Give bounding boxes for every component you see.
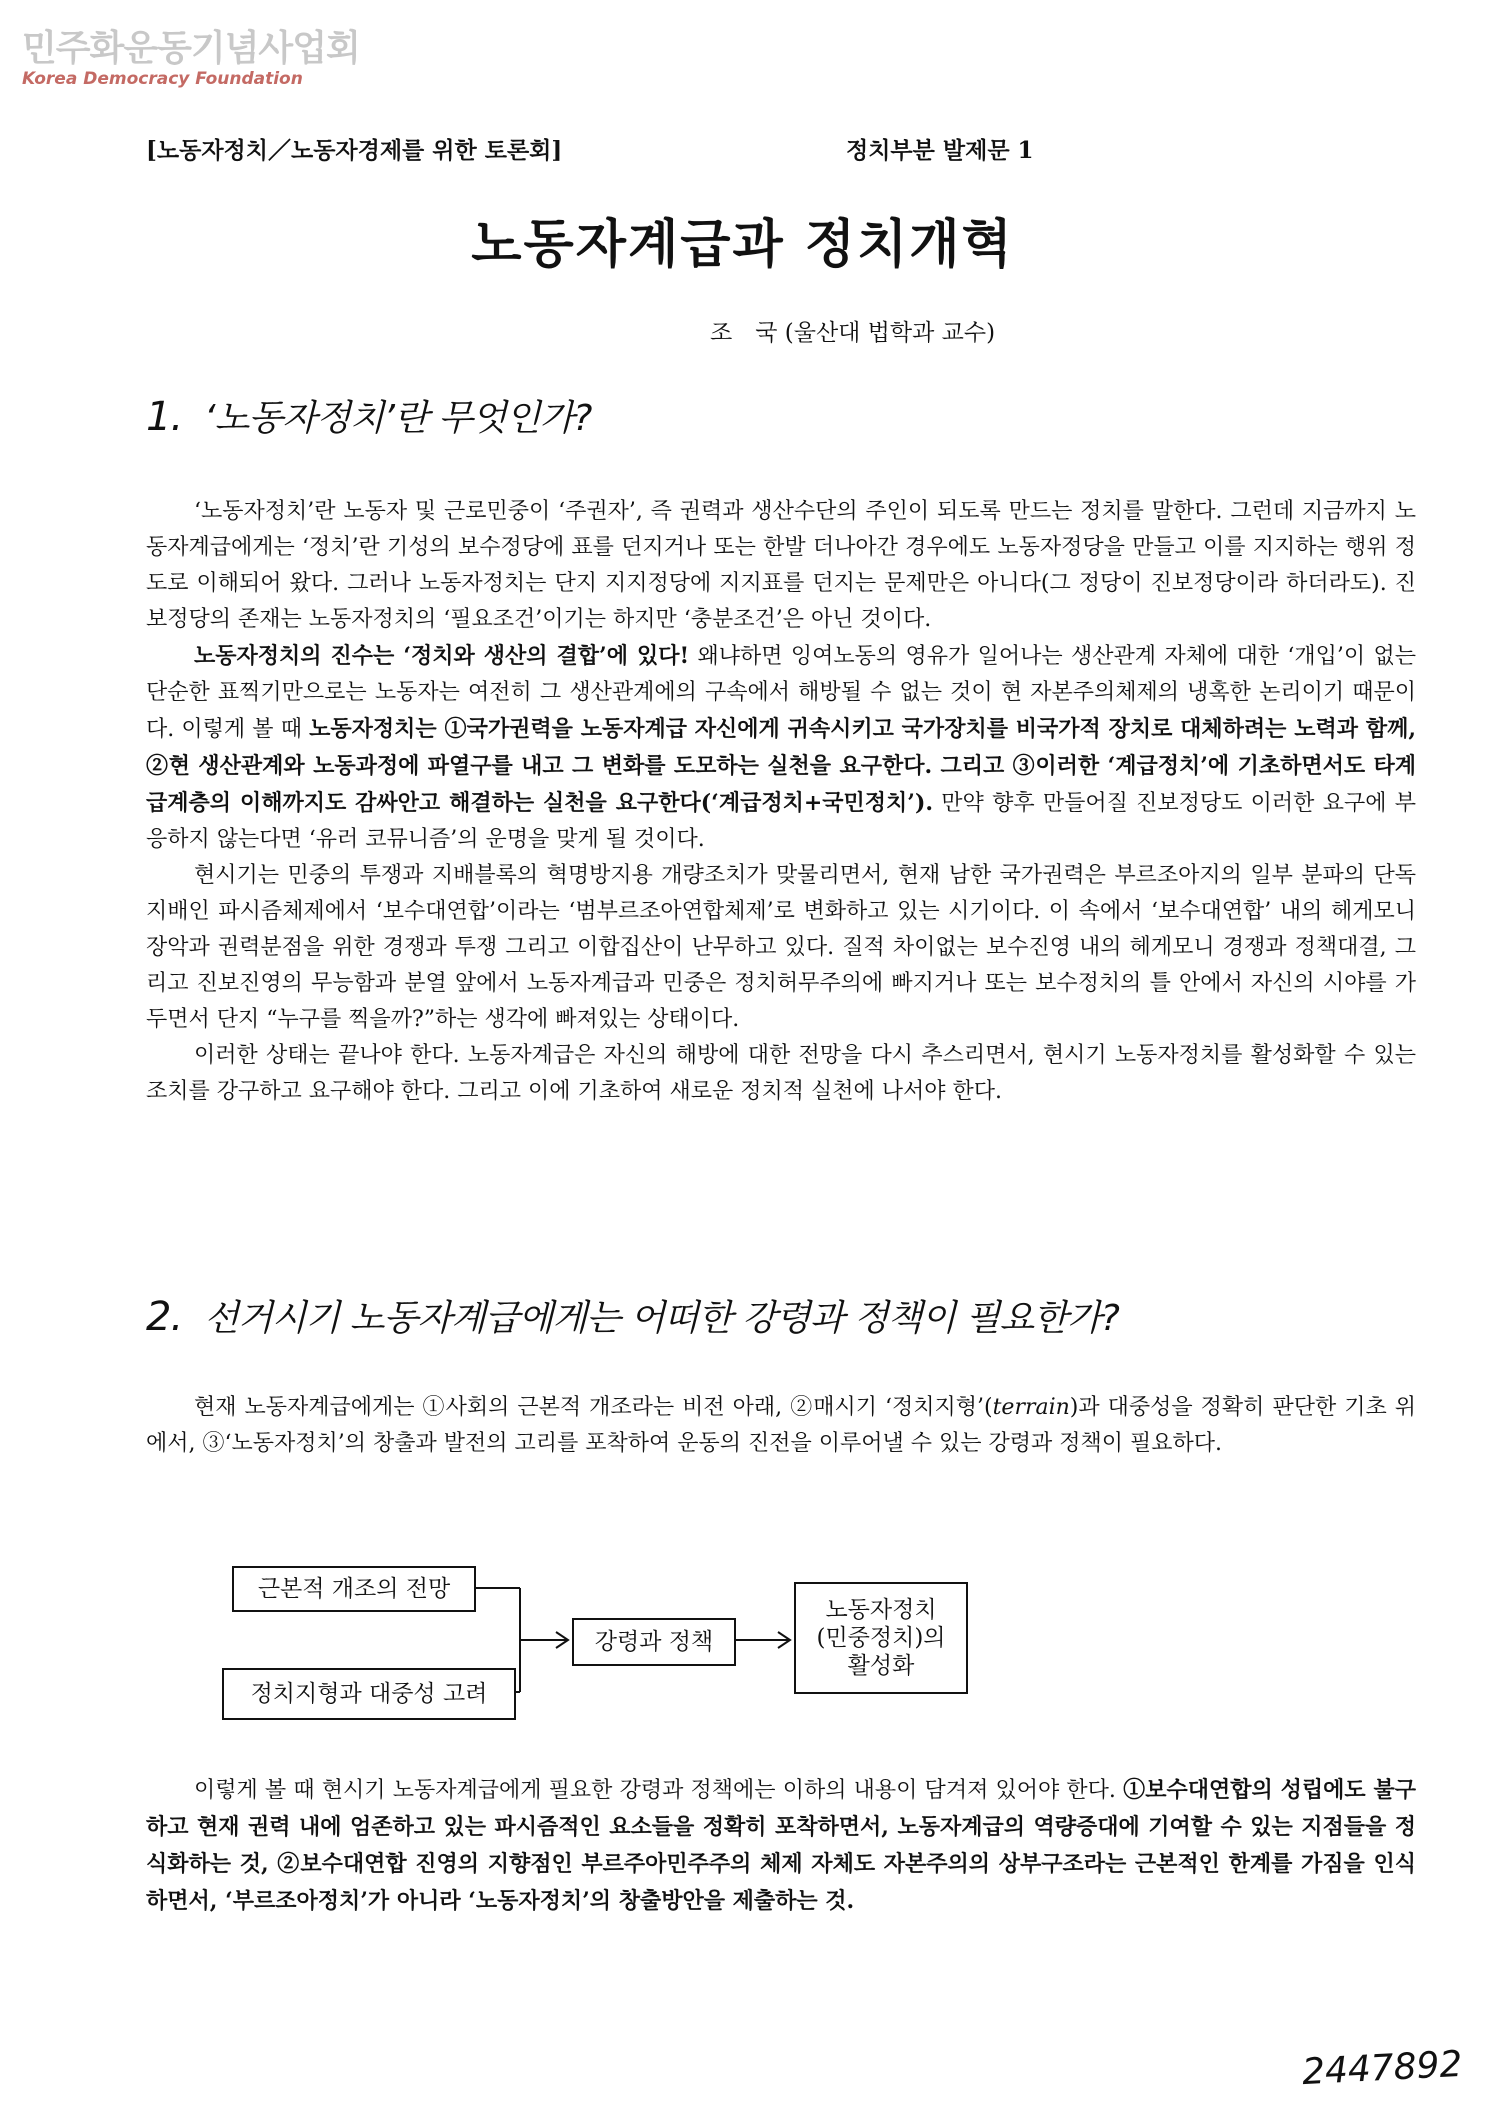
section2-number: 2. (146, 1294, 183, 1340)
section1-paragraph-4: 이러한 상태는 끝나야 한다. 노동자계급은 자신의 해방에 대한 전망을 다시 추스리면서, 현시기 노동자정치를 활성화할 수 있는 조치를 강구하고 요구해야 한다. 그리고 이에 기초하여 새로운 정치적 실천에 나서야 한다. (146, 1043, 1416, 1104)
diagram-box-activation-line: 노동자정치 (825, 1597, 937, 1623)
page-title: 노동자계급과 정치개혁 (471, 215, 1014, 275)
paragraph-text: 현재 노동자계급에게는 ①사회의 근본적 개조라는 비전 아래, ②매시기 ‘정치지형’( (194, 1395, 993, 1420)
diagram-box-activation (794, 1582, 968, 1694)
emphasis-text: ①보수대연합의 성립에도 불구하고 현재 권력 내에 엄존하고 있는 파시즘적인 요소들을 정확히 포착하면서, 노동자계급의 역량증대에 기여할 수 있는 지점들을 정식화하는 것, ②보수대연합 진영의 지향점인 부르주아민주주의 체제 자체도 자본주의의 상부구조라는 근본적인 한계를 가짐을 인식하면서, ‘부르조아정치’가 아니라 ‘노동자정치’의 창출방안을 제출하는 것. (146, 1777, 1416, 1914)
section1-heading-text: ‘노동자정치’란 무엇인가? (204, 398, 592, 439)
header-forum-title: [노동자정치／노동자경제를 위한 토론회] (146, 137, 563, 164)
handwritten-number: 2447892 (1301, 2043, 1464, 2094)
paragraph-text: 만약 향후 만들어질 진보정당도 이러한 요구에 부응하지 않는다면 ‘유러 코뮤니즘’의 운명을 맞게 될 것이다. (146, 791, 1416, 852)
emphasis-text: 노동자정치는 ①국가권력을 노동자계급 자신에게 귀속시키고 국가장치를 비국가적 장치로 대체하려는 노력과 함께, ②현 생산관계와 노동과정에 파열구를 내고 그 변화를 도모하는 실천을 요구한다. 그리고 ③이러한 ‘계급정치’에 기초하면서도 타계급계층의 이해까지도 감싸안고 해결하는 실천을 요구한다(‘계급정치+국민정치’). (146, 716, 1416, 816)
watermark-korean: 민주화운동기념사업회 (22, 28, 360, 69)
author-line: 조 국 (울산대 법학과 교수) (710, 320, 996, 346)
section2-paragraph-2 (146, 1772, 1416, 1920)
section1-paragraph-1: ‘노동자정치’란 노동자 및 근로민중이 ‘주권자’, 즉 권력과 생산수단의 주인이 되도록 만드는 정치를 말한다. 그런데 지금까지 노동자계급에게는 ‘정치’란 기성의 보수정당에 표를 던지거나 또는 한발 더나아간 경우에도 노동자정당을 만들고 이를 지지하는 행위 정도로 이해되어 왔다. 그러나 노동자정치는 단지 지지정당에 지지표를 던지는 문제만은 아니다(그 정당이 진보정당이라 하더라도). 진보정당의 존재는 노동자정치의 ‘필요조건’이기는 하지만 ‘충분조건’은 아닌 것이다. (146, 499, 1416, 632)
paragraph-text: )과 대중성을 정확히 판단한 기초 위에서, ③‘노동자정치’의 창출과 발전의 고리를 포착하여 운동의 진전을 이루어낼 수 있는 강령과 정책이 필요하다. (146, 1395, 1416, 1456)
diagram-box-terrain: 정치지형과 대중성 고려 (222, 1668, 516, 1720)
header-section-label: 정치부분 발제문 1 (846, 137, 1034, 164)
section1-paragraph-3: 현시기는 민중의 투쟁과 지배블록의 혁명방지용 개량조치가 맞물리면서, 현재 남한 국가권력은 부르조아지의 일부 분파의 단독 지배인 파시즘체제에서 ‘보수대연합’이라는 ‘범부르조아연합체제’로 변화하고 있는 시기이다. 이 속에서 ‘보수대연합’ 내의 헤게모니 장악과 권력분점을 위한 경쟁과 투쟁 그리고 이합집산이 난무하고 있다. 질적 차이없는 보수진영 내의 헤게모니 경쟁과 정책대결, 그리고 진보진영의 무능함과 분열 앞에서 노동자계급과 민중은 정치허무주의에 빠지거나 또는 보수정치의 틀 안에서 자신의 시야를 가두면서 단지 “누구를 찍을까?”하는 생각에 빠져있는 상태이다. (146, 863, 1416, 1032)
watermark-english: Korea Democracy Foundation (22, 69, 303, 89)
term-terrain: terrain (992, 1395, 1070, 1420)
section2-conclusion (146, 1772, 1416, 1920)
diagram-box-vision: 근본적 개조의 전망 (232, 1566, 476, 1612)
paragraph-text: 왜냐하면 잉여노동의 영유가 일어나는 생산관계 자체에 대한 ‘개입’이 없는 단순한 표찍기만으로는 노동자는 여전히 그 생산관계에의 구속에서 해방될 수 없는 것이 현 자본주의체제의 냉혹한 논리이기 때문이다. 이렇게 볼 때 (146, 644, 1416, 742)
diagram-box-activation-line: 활성화 (847, 1653, 915, 1679)
diagram-box-activation-line: (민중정치)의 (816, 1625, 946, 1651)
section1-number: 1. (146, 394, 183, 440)
section2-heading-text: 선거시기 노동자계급에게는 어떠한 강령과 정책이 필요한가? (204, 1298, 1119, 1339)
diagram-box-program: 강령과 정책 (572, 1618, 736, 1666)
emphasis-text: 노동자정치의 진수는 ‘정치와 생산의 결합’에 있다! (194, 643, 690, 669)
paragraph-text: 이렇게 볼 때 현시기 노동자계급에게 필요한 강령과 정책에는 이하의 내용이 담겨져 있어야 한다. (194, 1778, 1124, 1803)
